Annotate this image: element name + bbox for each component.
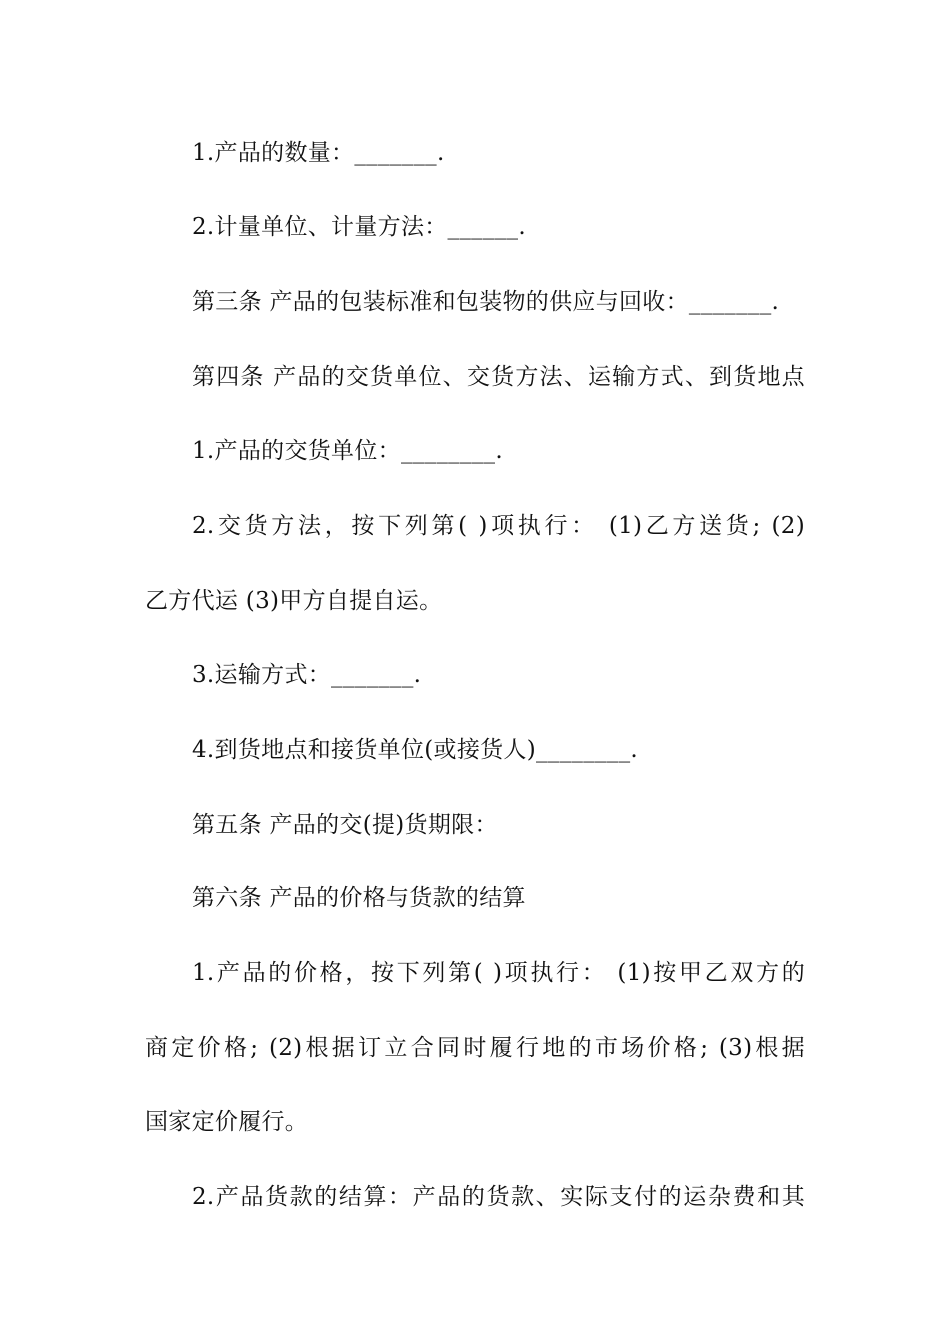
clause-measurement-unit: 2.计量单位、计量方法：______. (192, 214, 526, 240)
clause-delivery-unit: 1.产品的交货单位：________. (192, 438, 503, 464)
clause-arrival-location: 4.到货地点和接货单位(或接货人)________. (192, 737, 639, 763)
clause-product-price-continued: 商定价格; (2)根据订立合同时履行地的市场价格; (3)根据 (145, 1035, 805, 1061)
article-six-heading: 第六条 产品的价格与货款的结算 (192, 885, 526, 911)
clause-delivery-method-continued: 乙方代运 (3)甲方自提自运。 (145, 588, 443, 614)
article-three-packaging: 第三条 产品的包装标准和包装物的供应与回收：_______. (192, 289, 780, 315)
clause-delivery-method: 2.交货方法，按下列第( )项执行： (1)乙方送货; (2) (192, 513, 805, 539)
article-four-heading: 第四条 产品的交货单位、交货方法、运输方式、到货地点 (192, 364, 805, 390)
clause-product-price-end: 国家定价履行。 (145, 1109, 309, 1135)
clause-payment-settlement: 2.产品货款的结算：产品的货款、实际支付的运杂费和其 (192, 1184, 805, 1210)
clause-product-price: 1.产品的价格，按下列第( )项执行： (1)按甲乙双方的 (192, 960, 805, 986)
clause-product-quantity: 1.产品的数量：_______. (192, 140, 445, 166)
clause-transport-method: 3.运输方式：_______. (192, 662, 422, 688)
article-five-delivery-deadline: 第五条 产品的交(提)货期限： (192, 812, 498, 838)
